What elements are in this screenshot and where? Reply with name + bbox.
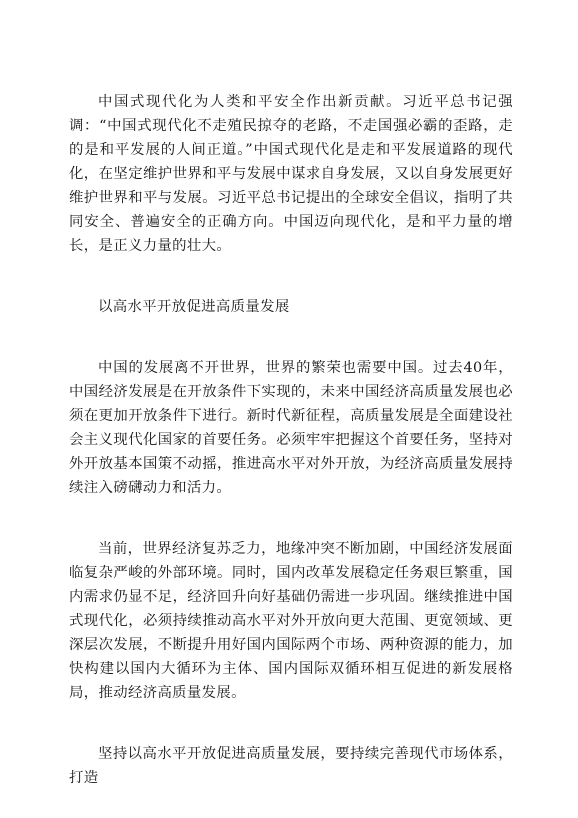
paragraph-spacer xyxy=(69,705,513,742)
document-body xyxy=(69,90,513,790)
paragraph-peace-security: 中国式现代化为人类和平安全作出新贡献。习近平总书记强调：“中国式现代化不走殖民掠夺的老路，不走国强必霸的歪路，走的是和平发展的人间正道。”中国式现代化是走和平发展道路的现代化，在坚定维护世界和平与发展中谋求自身发展，又以自身发展更好维护世界和平与发展。习近平总书记提出的全球安全倡议，指明了共同安全、普遍安全的正确方向。中国迈向现代化，是和平力量的增长，是正义力量的壮大。 xyxy=(69,94,513,254)
paragraph-spacer xyxy=(69,319,513,356)
paragraph-opening-development: 中国的发展离不开世界，世界的繁荣也需要中国。过去40年，中国经济发展是在开放条件下实现的，未来中国经济高质量发展也必须在更加开放条件下进行。新时代新征程，高质量发展是全面建设社会主义现代化国家的首要任务。必须牢牢把握这个首要任务，坚持对外开放基本国策不动摇，推进高水平对外开放，为经济高质量发展持续注入磅礴动力和活力。 xyxy=(69,360,513,496)
section-heading: 以高水平开放促进高质量发展 xyxy=(98,299,290,315)
paragraph-current-situation: 当前，世界经济复苏乏力，地缘冲突不断加剧，中国经济发展面临复杂严峻的外部环境。同时，国内改革发展稳定任务艰巨繁重，国内需求仍显不足，经济回升向好基础仍需进一步巩固。继续推进中国式现代化，必须持续推动高水平对外开放向更大范围、更宽领域、更深层次发展，不断提升用好国内国际两个市场、两种资源的能力，加快构建以国内大循环为主体、国内国际双循环相互促进的新发展格局，推动经济高质量发展。 xyxy=(69,541,513,701)
paragraph-market-system: 坚持以高水平开放促进高质量发展，要持续完善现代市场体系，打造 xyxy=(69,746,513,786)
paragraph-spacer xyxy=(69,258,513,295)
paragraph-spacer xyxy=(69,500,513,537)
